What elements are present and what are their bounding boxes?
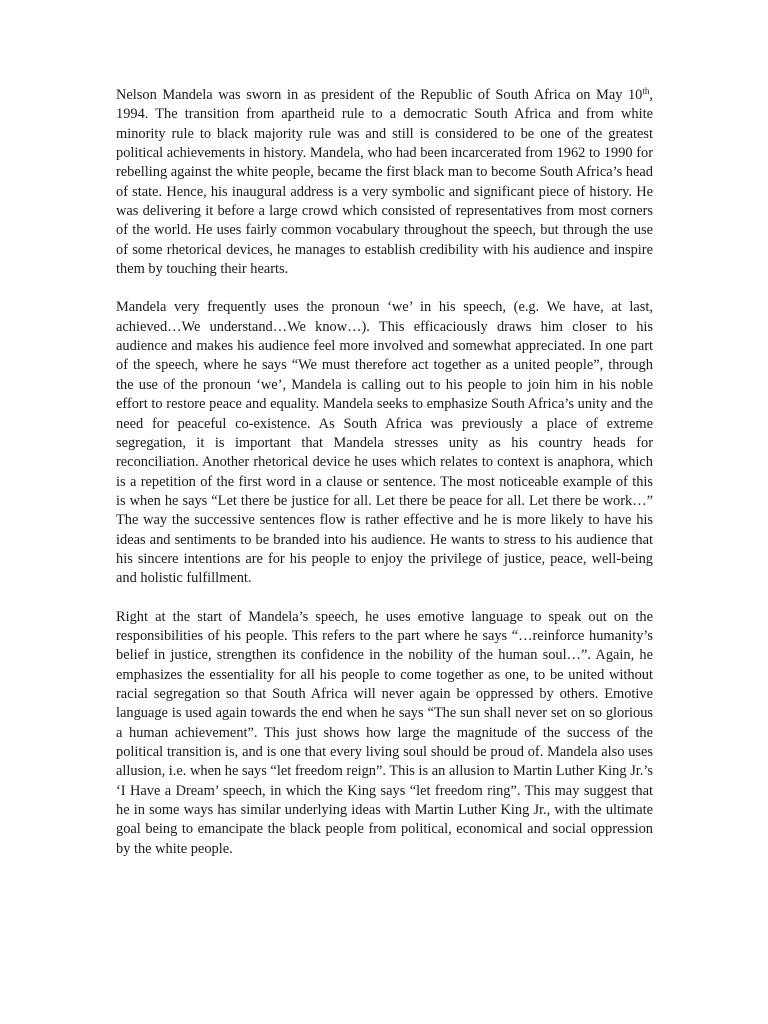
paragraph-2: Mandela very frequently uses the pronoun ‘we’ in his speech, (e.g. We have, at last, achieved…We understand…We know…). This efficaciously draws him closer to his audience and makes his audience feel more involved and somewhat appreciated. In one part of the speech, where he says “We must therefore act together as a united people”, through the use of the pronoun ‘we’, Mandela is calling out to his people to join him in his noble effort to restore peace and equality. Mandela seeks to emphasize South Africa’s unity and the need for peaceful co-existence. As South Africa was previously a place of extreme segregation, it is important that Mandela stresses unity as his country heads for reconciliation. Another rhetorical device he uses which relates to context is anaphora, which is a repetition of the first word in a clause or sentence. The most noticeable example of this is when he says “Let there be justice for all. Let there be peace for all. Let there be work…” The way the successive sentences flow is rather effective and he is more likely to have his ideas and sentiments to be branded into his audience. He wants to stress to his audience that his sincere intentions are for his people to enjoy the privilege of justice, peace, well-being and holistic fulfillment. (116, 299, 653, 587)
ordinal-superscript: th (642, 86, 650, 96)
paragraph-3: Right at the start of Mandela’s speech, he uses emotive language to speak out on the responsibilities of his people. This refers to the part where he says “…reinforce humanity’s belief in justice, strengthen its confidence in the nobility of the human soul…”. Again, he emphasizes the essentiality for all his people to come together as one, to be united without racial segregation so that South Africa will never again be oppressed by others. Emotive language is used again towards the end when he says “The sun shall never set on so glorious a human achievement”. This just shows how large the magnitude of the success of the political transition is, and is one that every living soul should be proud of. Mandela also uses allusion, i.e. when he says “let freedom reign”. This is an allusion to Martin Luther King Jr.’s ‘I Have a Dream’ speech, in which the King says “let freedom ring”. This may suggest that he in some ways has similar underlying ideas with Martin Luther King Jr., with the ultimate goal being to emancipate the black people from political, economical and social oppression by the white people. (116, 608, 653, 857)
paragraph-1 (116, 86, 653, 279)
paragraph-1-rest: , 1994. The transition from apartheid rule to a democratic South Africa and from white minority rule to black majority rule was and still is considered to be one of the greatest political achievements in history. Mandela, who had been incarcerated from 1962 to 1990 for rebelling against the white people, became the first black man to become South Africa’s head of state. Hence, his inaugural address is a very symbolic and significant piece of history. He was delivering it before a large crowd which consisted of representatives from most corners of the world. He uses fairly common vocabulary throughout the speech, but through the use of some rhetorical devices, he manages to establish credibility with his audience and inspire them by touching their hearts. (116, 87, 653, 278)
paragraph-1-start: Nelson Mandela was sworn in as president of the Republic of South Africa on May 10 (116, 87, 643, 103)
